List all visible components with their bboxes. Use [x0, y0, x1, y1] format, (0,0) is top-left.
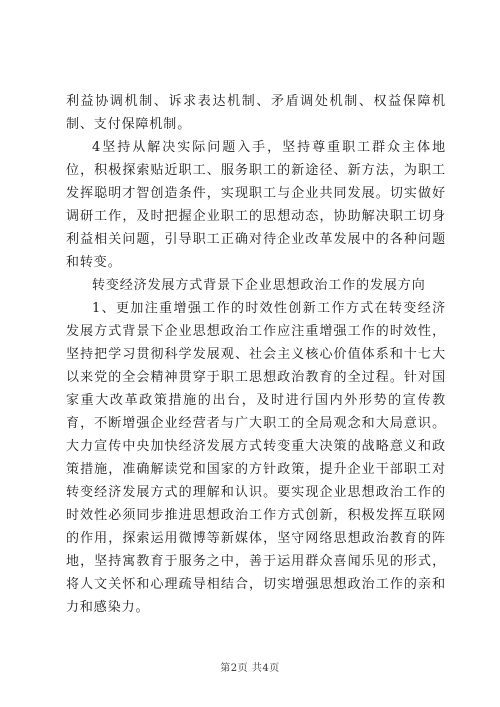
paragraph-continuation: 利益协调机制、诉求表达机制、矛盾调处机制、权益保障机制、支付保障机制。	[66, 94, 446, 132]
document-body	[66, 90, 446, 619]
paragraph-point-1: 1、更加注重增强工作的时效性创新工作方式在转变经济发展方式背景下企业思想政治工作应注重增强工作的时效性，坚持把学习贯彻科学发展观、社会主义核心价值体系和十七大以来党的全会精神贯穿于职工思想政治教育的全过程。针对国家重大改革政策措施的出台，及时进行国内外形势的宣传教育，不断增强企业经营者与广大职工的全局观念和大局意识。大力宣传中央加快经济发展方式转变重大决策的战略意义和政策措施，准确解读党和国家的方针政策，提升企业干部职工对转变经济发展方式的理解和认识。要实现企业思想政治工作的时效性必须同步推进思想政治工作方式创新，积极发挥互联网的作用，探索运用微博等新媒体，坚守网络思想政治教育的阵地，坚持寓教育于服务之中，善于运用群众喜闻乐见的形式，将人文关怀和心理疏导相结合，切实增强思想政治工作的亲和力和感染力。	[66, 301, 446, 615]
paragraph-point-4: 4坚持从解决实际问题入手，坚持尊重职工群众主体地位，积极探索贴近职工、服务职工的新途径、新方法，为职工发挥聪明才智创造条件，实现职工与企业共同发展。切实做好调研工作，及时把握企业职工的思想动态，协助解决职工切身利益相关问题，引导职工正确对待企业改革发展中的各种问题和转变。	[66, 140, 446, 270]
page-number-footer: 第2页 共4页	[220, 663, 280, 674]
section-heading: 转变经济发展方式背景下企业思想政治工作的发展方向	[92, 278, 426, 293]
